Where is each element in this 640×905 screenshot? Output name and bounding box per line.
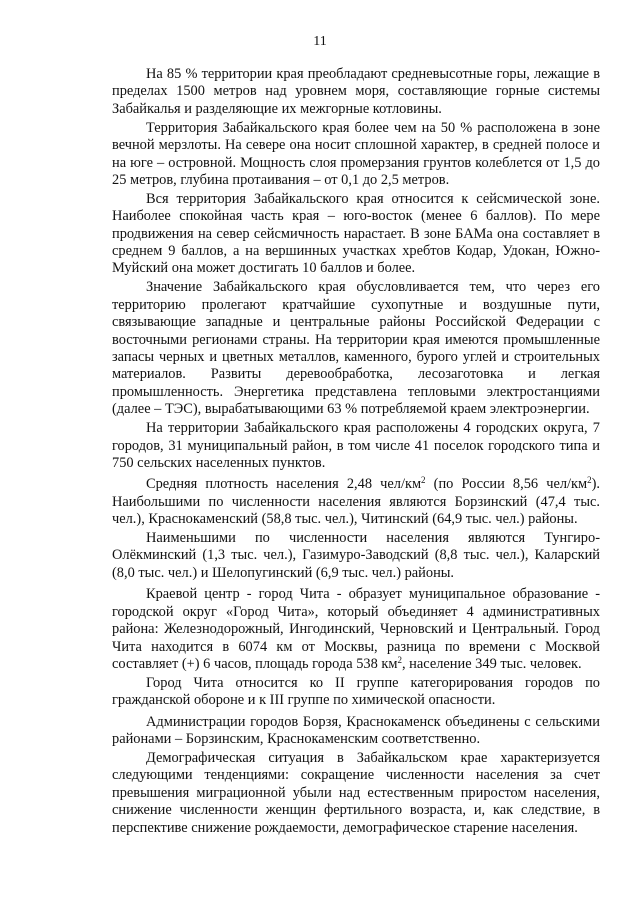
- paragraph-seismic: Вся территория Забайкальского края относится к сейсмической зоне. Наиболее спокойная часть края – юго-восток (менее 6 баллов). По мере продвижения на север сейсмичность нарастает. В зоне БАМа она составляет в среднем 9 баллов, а на вершинных участках хребтов Кодар, Удокан, Южно-Муйский она может достигать 10 баллов и более.: [112, 190, 600, 277]
- density-text-c: ). Наибольшими по численности населения являются Борзинский (47,4 тыс. чел.), Краснокаменский (58,8 тыс. чел.), Читинский (64,9 тыс. чел.) районы.: [112, 476, 600, 528]
- paragraph-permafrost: Территория Забайкальского края более чем на 50 % расположена в зоне вечной мерзлоты. На севере она носит сплошной характер, в средней полосе и на юге – островной. Мощность слоя промерзания грунтов колеблется от 1,5 до 25 метров, глубина протаивания – от 0,1 до 2,5 метров.: [112, 119, 600, 188]
- paragraph-demography: Демографическая ситуация в Забайкальском крае характеризуется следующими тенденциями: сокращение численности населения за счет превышения миграционной убыли над естественным приростом населения, снижение численности женщин фертильного возраста, и, как следствие, в перспективе снижение рождаемости, демографическое старение населения.: [112, 749, 600, 836]
- paragraph-mountains: На 85 % территории края преобладают средневысотные горы, лежащие в пределах 1500 метров над уровнем моря, составляющие горные системы Забайкалья и разделяющие их межгорные котловины.: [112, 66, 600, 117]
- paragraph-population-density: [112, 476, 600, 528]
- paragraph-civil-defense: Город Чита относится ко II группе категорирования городов по гражданской обороне и к III группе по химической опасности.: [112, 674, 600, 709]
- page-number: 11: [313, 34, 327, 49]
- paragraph-chita-center: [112, 586, 600, 673]
- paragraph-economy: Значение Забайкальского края обусловливается тем, что через его территорию пролегают кратчайшие сухопутные и воздушные пути, связывающие западные и центральные районы Российской Федерации с восточными регионами страны. На территории края имеются промышленные запасы черных и цветных металлов, каменного, бурого углей и строительных материалов. Развиты деревообработка, лесозаготовка и легкая промышленность. Энергетика представлена тепловыми электростанциями (далее – ТЭС), вырабатывающими 63 % потребляемой краем электроэнергии.: [112, 279, 600, 418]
- chita-sup-a: 2: [397, 654, 402, 665]
- chita-text-b: , население 349 тыс. человек.: [401, 655, 582, 672]
- density-text-a: Средняя плотность населения 2,48 чел/км: [146, 476, 422, 493]
- paragraph-administrations: Администрации городов Борзя, Краснокаменск объединены с сельскими районами – Борзинским, Краснокаменским соответственно.: [112, 713, 600, 748]
- density-sup-b: 2: [587, 475, 592, 486]
- chita-text-a: Краевой центр - город Чита - образует муниципальное образование - городской округ «Город Чита», который объединяет 4 административных района: Железнодорожный, Ингодинский, Черновский и Центральный. Город Чита находится в 6074 км от Москвы, разница по времени с Москвой составляет (+) 6 часов, площадь города 538 км: [112, 586, 600, 672]
- density-sup-a: 2: [421, 475, 426, 486]
- paragraph-settlements: На территории Забайкальского края расположены 4 городских округа, 7 городов, 31 муниципальный район, в том числе 41 поселок городского типа и 750 сельских населенных пунктов.: [112, 420, 600, 471]
- density-text-b: (по России 8,56 чел/км: [425, 476, 588, 493]
- paragraph-smallest-districts: Наименьшими по численности населения являются Тунгиро-Олёкминский (1,3 тыс. чел.), Газимуро-Заводский (8,8 тыс. чел.), Каларский (8,0 тыс. чел.) и Шелопугинский (6,9 тыс. чел.) районы.: [112, 530, 600, 581]
- document-body: [112, 66, 600, 838]
